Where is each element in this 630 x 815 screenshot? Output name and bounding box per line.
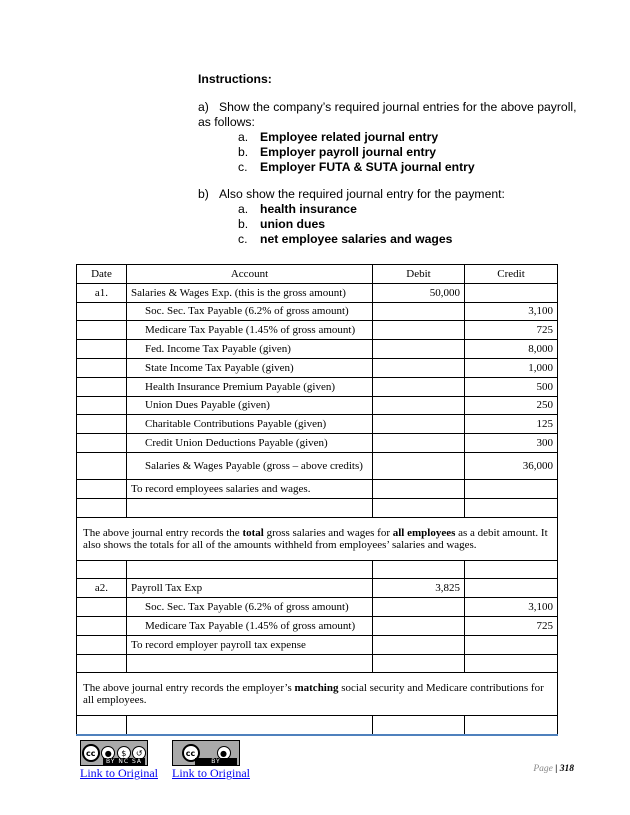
table-row [77,321,558,340]
table-row [77,635,558,654]
header-date: Date [77,265,127,284]
account-cell: Salaries & Wages Payable (gross – above credits) [127,452,373,479]
cc-icon: cc [182,744,200,762]
credit-cell: 36,000 [465,452,558,479]
account-cell: Salaries & Wages Exp. (this is the gross amount) [127,283,373,302]
account-cell: Soc. Sec. Tax Payable (6.2% of gross amount) [127,598,373,617]
debit-cell [373,598,465,617]
instruction-a [198,100,578,130]
badge-label: BY [195,758,237,765]
credit-cell: 3,100 [465,598,558,617]
account-cell: Medicare Tax Payable (1.45% of gross amount) [127,321,373,340]
journal-note: The above journal entry records the employer’s matching social security and Medicare contributions for all employees. [77,673,558,716]
debit-cell [373,452,465,479]
table-row [77,616,558,635]
credit-cell: 250 [465,396,558,415]
page-number: Page | 318 [533,764,574,774]
table-header-row [77,265,558,284]
attribution-icon: ● [101,746,115,760]
table-row [77,452,558,479]
note-row [77,517,558,560]
account-cell: Credit Union Deductions Payable (given) [127,434,373,453]
credit-cell: 3,100 [465,302,558,321]
instruction-b-item: b. union dues [238,217,325,231]
debit-cell [373,321,465,340]
instruction-b-item: c. net employee salaries and wages [238,232,453,246]
entry-date: a2. [77,579,127,598]
instruction-b-item: a. health insurance [238,202,357,216]
credit-cell: 500 [465,377,558,396]
header-credit: Credit [465,265,558,284]
header-debit: Debit [373,265,465,284]
table-row [77,498,558,517]
credit-cell [465,283,558,302]
instruction-a-item: a. Employee related journal entry [238,130,439,144]
account-cell: Soc. Sec. Tax Payable (6.2% of gross amount) [127,302,373,321]
instruction-a-item: c. Employer FUTA & SUTA journal entry [238,160,475,174]
instruction-b [198,187,578,202]
journal-note: The above journal entry records the total gross salaries and wages for all employees as a debit amount. It also shows the totals for all of the amounts withheld from employees’ salaries and wages. [77,517,558,560]
table-row [77,396,558,415]
debit-cell: 50,000 [373,283,465,302]
account-cell: Health Insurance Premium Payable (given) [127,377,373,396]
table-row [77,377,558,396]
sharealike-icon: ↺ [132,746,146,760]
credit-cell: 725 [465,321,558,340]
instruction-a-marker: a) [198,100,209,114]
credit-cell: 8,000 [465,340,558,359]
table-row [77,560,558,579]
credit-cell: 300 [465,434,558,453]
table-row [77,358,558,377]
debit-cell [373,377,465,396]
badge-label: BY NC SA [103,758,145,765]
table-row [77,579,558,598]
account-cell: State Income Tax Payable (given) [127,358,373,377]
noncommercial-icon: $ [117,746,131,760]
account-cell: Charitable Contributions Payable (given) [127,415,373,434]
credit-cell [465,579,558,598]
debit-cell: 3,825 [373,579,465,598]
account-cell: Union Dues Payable (given) [127,396,373,415]
credit-cell: 725 [465,616,558,635]
instructions-heading: Instructions: [198,72,272,86]
instruction-a-item: b. Employer payroll journal entry [238,145,437,159]
account-cell: Payroll Tax Exp [127,579,373,598]
table-row [77,598,558,617]
table-row [77,283,558,302]
journal-table [76,264,558,736]
debit-cell [373,415,465,434]
debit-cell [373,434,465,453]
note-row [77,673,558,716]
cc-by-nc-sa-badge [80,740,148,766]
link-to-original-1[interactable]: Link to Original [80,766,158,780]
instruction-b-marker: b) [198,187,209,201]
header-account: Account [127,265,373,284]
table-row [77,716,558,735]
table-row [77,340,558,359]
cc-by-badge [172,740,240,766]
memo-cell: To record employees salaries and wages. [127,479,373,498]
table-row [77,302,558,321]
debit-cell [373,302,465,321]
instruction-a-text: Show the company’s required journal entries for the above payroll, as follows: [198,100,577,129]
instructions [198,72,578,247]
table-row [77,434,558,453]
instruction-b-text: Also show the required journal entry for the payment: [219,187,505,201]
debit-cell [373,340,465,359]
link-to-original-2[interactable]: Link to Original [172,766,250,780]
debit-cell [373,396,465,415]
credit-cell: 1,000 [465,358,558,377]
table-row [77,415,558,434]
attribution-icon: ● [217,746,231,760]
entry-date: a1. [77,283,127,302]
cc-icon: cc [82,744,100,762]
table-row [77,654,558,673]
memo-cell: To record employer payroll tax expense [127,635,373,654]
table-row [77,479,558,498]
debit-cell [373,358,465,377]
account-cell: Fed. Income Tax Payable (given) [127,340,373,359]
credit-cell: 125 [465,415,558,434]
debit-cell [373,616,465,635]
account-cell: Medicare Tax Payable (1.45% of gross amount) [127,616,373,635]
